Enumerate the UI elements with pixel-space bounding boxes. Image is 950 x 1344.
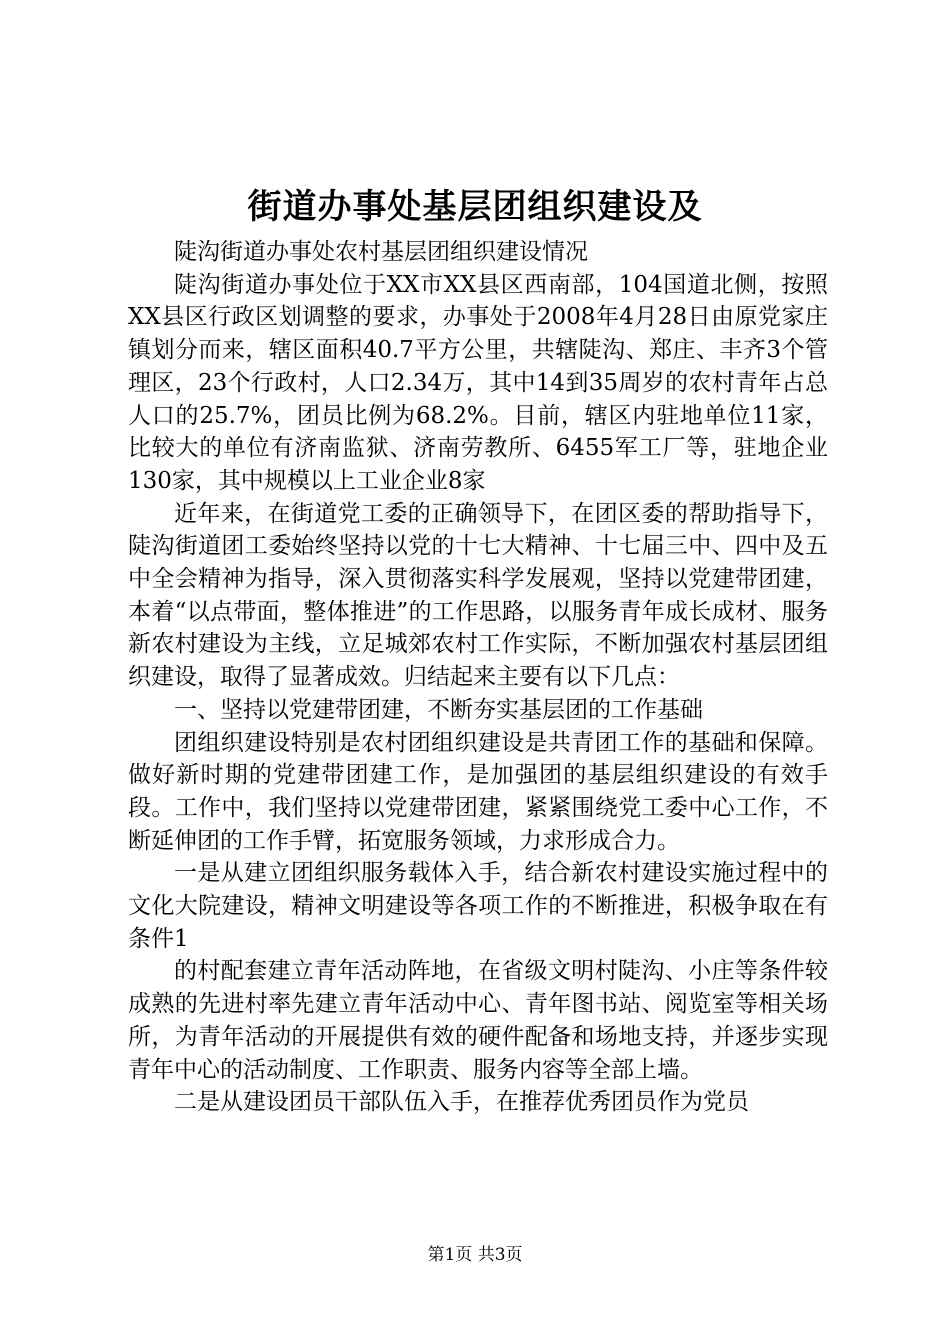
- paragraph-village-facilities: 的村配套建立青年活动阵地，在省级文明村陡沟、小庄等条件较成熟的先进村率先建立青年活动中心、青年图书站、阅览室等相关场所，为青年活动的开展提供有效的硬件配备和场地支持，并逐步实现青年中心的活动制度、工作职责、服务内容等全部上墙。: [128, 958, 828, 1083]
- paragraph-foundation: 团组织建设特别是农村团组织建设是共青团工作的基础和保障。做好新时期的党建带团建工作，是加强团的基层组织建设的有效手段。工作中，我们坚持以党建带团建，紧紧围绕党工委中心工作，不断延伸团的工作手臂，拓宽服务领域，力求形成合力。: [128, 729, 828, 854]
- paragraph-point-one: 一是从建立团组织服务载体入手，结合新农村建设实施过程中的文化大院建设，精神文明建设等各项工作的不断推进，积极争取在有条件1: [128, 860, 828, 952]
- paragraph-subtitle: 陡沟街道办事处农村基层团组织建设情况: [174, 239, 588, 265]
- section-heading-1: 一、坚持以党建带团建，不断夯实基层团的工作基础: [174, 696, 703, 723]
- page-footer: 第1页 共3页: [427, 1245, 523, 1265]
- document-body: [128, 236, 828, 1119]
- paragraph-recent-years: 近年来，在街道党工委的正确领导下，在团区委的帮助指导下，陡沟街道团工委始终坚持以党的十七大精神、十七届三中、四中及五中全会精神为指导，深入贯彻落实科学发展观，坚持以党建带团建，本着“以点带面，整体推进”的工作思路，以服务青年成长成材、服务新农村建设为主线，立足城郊农村工作实际，不断加强农村基层团组织建设，取得了显著成效。归结起来主要有以下几点：: [128, 500, 828, 691]
- paragraph-overview: 陡沟街道办事处位于XX市XX县区西南部，104国道北侧，按照XX县区行政区划调整的要求，办事处于2008年4月28日由原党家庄镇划分而来，辖区面积40.7平方公里，共辖陡沟、郑庄、丰齐3个管理区，23个行政村，人口2.34万，其中14到35周岁的农村青年占总人口的25.7%，团员比例为68.2%。目前，辖区内驻地单位11家，比较大的单位有济南监狱、济南劳教所、6455军工厂等，驻地企业130家，其中规模以上工业企业8家: [128, 271, 828, 494]
- document-title: 街道办事处基层团组织建设及: [247, 187, 703, 227]
- paragraph-point-two: 二是从建设团员干部队伍入手，在推荐优秀团员作为党员: [174, 1089, 749, 1116]
